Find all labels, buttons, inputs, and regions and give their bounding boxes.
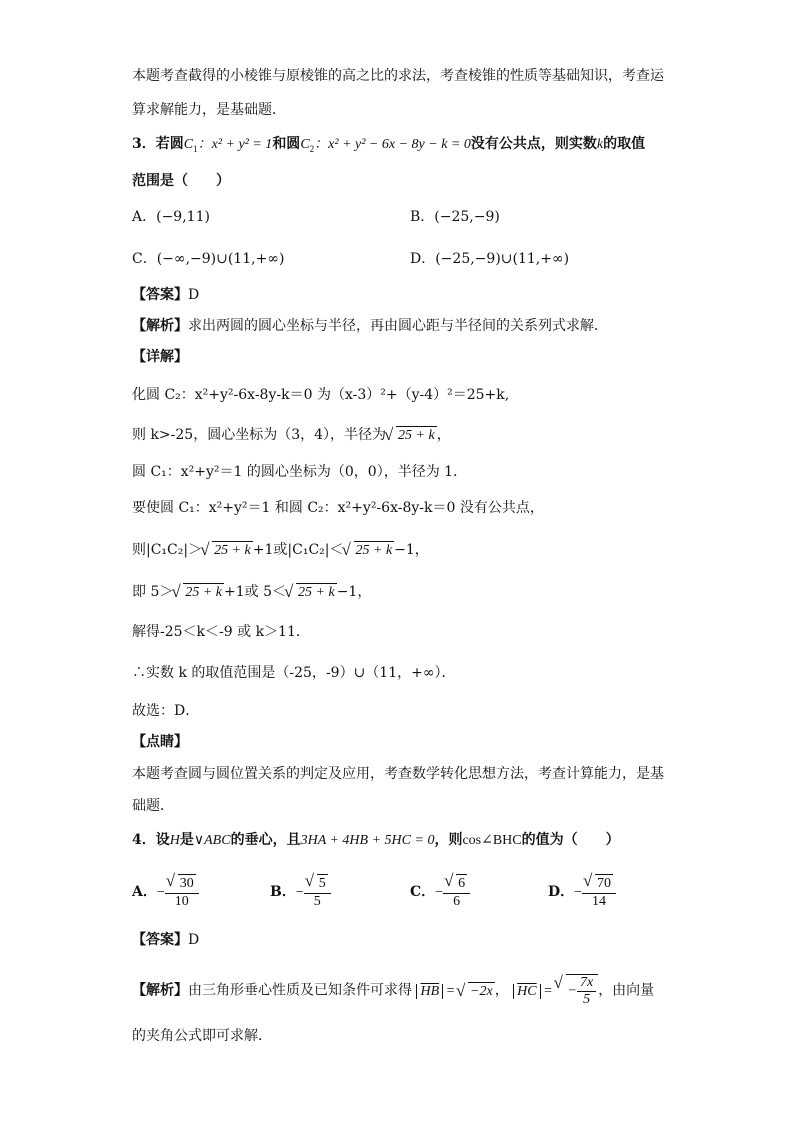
q3-step-5: 则|C₁C₂|＞ √ 25 + k +1或|C₁C₂|＜ √ 25 + k −1， — [132, 540, 429, 561]
q4-analysis: 【解析】由三角形垂心性质及已知条件可求得 $\overline{HB}$ = √ −2x ， $\overline{HC}$ = √ − $\frac{7x}{5}$ ，由向量 — [132, 974, 654, 1008]
q3-step-3: 圆 C₁：x²+y²＝1 的圆心坐标为（0，0），半径为 1． — [132, 464, 468, 480]
q3-step-9: 故选：D． — [132, 703, 200, 719]
q4-option-a: A．− √ $\frac{30}{10}$ — [132, 874, 199, 910]
q4-answer: 【答案】D — [132, 932, 200, 948]
q3-stem: 3．若圆$C_1$：x² + y² = 1和圆$C_2$：x² + y² − 6x − 8y − k = 0没有公共点，则实数k的取值 — [132, 136, 646, 154]
intro-line-1: 本题考查截得的小棱锥与原棱锥的高之比的求法，考查棱锥的性质等基础知识，考查运 — [132, 68, 664, 84]
intro-line-2: 算求解能力，是基础题． — [132, 102, 286, 118]
q3-note-label: 【点睛】 — [132, 734, 188, 750]
q3-note-line-1: 本题考查圆与圆位置关系的判定及应用，考查数学转化思想方法，考查计算能力，是基 — [132, 766, 664, 782]
q3-option-c: C．(−∞,−9)∪(11,+∞) — [132, 251, 285, 267]
q3-analysis: 【解析】求出两圆的圆心坐标与半径，再由圆心距与半径间的关系列式求解． — [132, 318, 608, 334]
q4-option-c: C．− √ $\frac{6}{6}$ — [410, 874, 470, 910]
q4-option-b: B．− √ $\frac{5}{5}$ — [270, 874, 331, 910]
q3-step-4: 要使圆 C₁：x²+y²＝1 和圆 C₂：x²+y²-6x-8y-k＝0 没有公共点， — [132, 500, 544, 516]
q3-step-7: 解得-25＜k＜-9 或 k＞11． — [132, 624, 310, 640]
q4-stem: 4．设H是∨ABC的垂心，且3HA + 4HB + 5HC = 0，则cos∠BHC的值为（ ） — [132, 832, 620, 848]
q3-answer: 【答案】D — [132, 287, 200, 303]
q4-option-d: D．− √ $\frac{70}{14}$ — [548, 874, 616, 910]
q3-note-line-2: 础题． — [132, 798, 174, 814]
q3-detail-label: 【详解】 — [132, 349, 188, 365]
q3-step-2: 则 k>-25，圆心坐标为（3，4），半径为 √ 25 + k ， — [132, 425, 451, 446]
q3-option-b: B．(−25,−9) — [410, 209, 500, 225]
q4-analysis-line-2: 的夹角公式即可求解． — [132, 1028, 272, 1044]
q3-step-6: 即 5＞ √ 25 + k +1或 5＜ √ 25 + k −1， — [132, 582, 371, 603]
q3-step-8: ∴实数 k 的取值范围是（-25，-9）∪（11，+∞）． — [132, 665, 456, 681]
q3-stem-line-2: 范围是（ ） — [132, 173, 230, 189]
q3-option-d: D．(−25,−9)∪(11,+∞) — [410, 251, 570, 267]
q3-step-1: 化圆 C₂：x²+y²-6x-8y-k＝0 为（x-3）²+（y-4）²＝25+k, — [132, 387, 510, 403]
q3-option-a: A．(−9,11) — [132, 209, 210, 225]
